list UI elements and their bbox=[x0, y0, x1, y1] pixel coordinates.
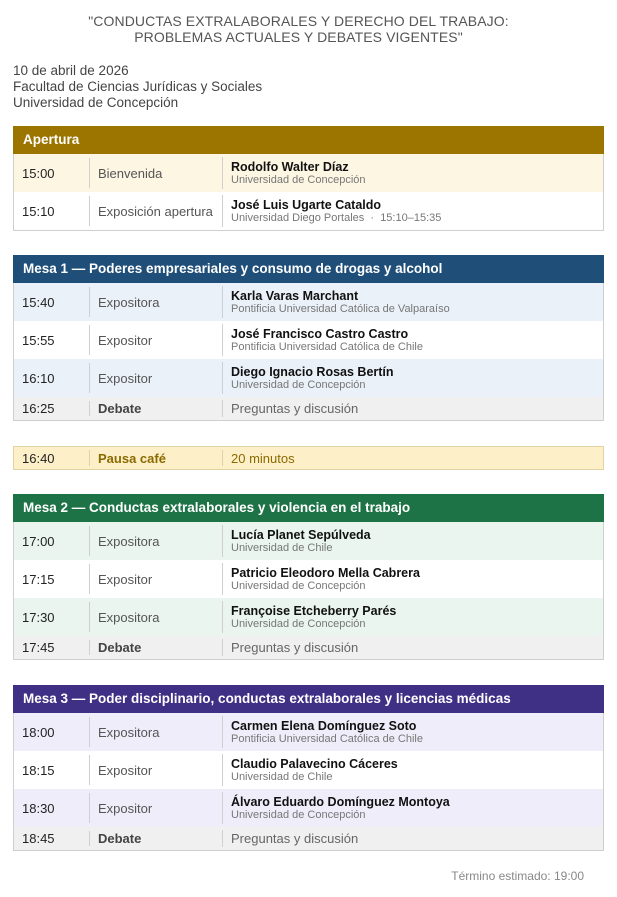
row-time: 17:15 bbox=[22, 571, 55, 587]
row-speaker bbox=[222, 754, 603, 786]
row-role: Expositor bbox=[89, 793, 222, 823]
schedule-row bbox=[14, 283, 603, 321]
row-time: 18:15 bbox=[22, 762, 55, 778]
row-role: Expositora bbox=[89, 526, 222, 556]
section-header: Mesa 1 — Poderes empresariales y consumo de drogas y alcohol bbox=[13, 255, 604, 283]
section-mesa-3 bbox=[13, 685, 604, 851]
row-time: 18:45 bbox=[22, 831, 55, 846]
schedule-row bbox=[14, 713, 603, 751]
row-duration: 20 minutos bbox=[222, 450, 603, 466]
section-rows bbox=[13, 154, 604, 231]
section-mesa-2 bbox=[13, 494, 604, 660]
schedule-row bbox=[14, 751, 603, 789]
row-speaker bbox=[222, 157, 603, 189]
title-line-2: PROBLEMAS ACTUALES Y DEBATES VIGENTES" bbox=[134, 29, 463, 45]
schedule-row bbox=[14, 321, 603, 359]
row-time: 17:45 bbox=[22, 640, 55, 655]
speaker-name: Claudio Palavecino Cáceres bbox=[231, 756, 398, 771]
row-speaker bbox=[222, 601, 603, 633]
time-range: 15:10–15:35 bbox=[380, 211, 442, 224]
row-time: 18:00 bbox=[22, 724, 55, 740]
row-role: Exposición apertura bbox=[89, 196, 222, 226]
row-time: 17:30 bbox=[22, 609, 55, 625]
row-role: Expositora bbox=[89, 717, 222, 747]
row-text: Preguntas y discusión bbox=[222, 639, 603, 656]
speaker-name: José Francisco Castro Castro bbox=[231, 326, 409, 341]
estimated-end-time: Término estimado: 19:00 bbox=[451, 869, 584, 883]
schedule-row bbox=[14, 192, 603, 230]
row-speaker bbox=[222, 525, 603, 557]
speaker-name: Karla Varas Marchant bbox=[231, 288, 359, 303]
event-meta bbox=[13, 63, 262, 111]
schedule-row bbox=[14, 154, 603, 192]
speaker-institution: Universidad de Concepción bbox=[231, 808, 366, 821]
row-time: 15:55 bbox=[22, 332, 55, 348]
row-speaker bbox=[222, 716, 603, 748]
speaker-institution: Universidad de Chile bbox=[231, 770, 333, 783]
row-role: Pausa café bbox=[89, 450, 222, 466]
speaker-institution: Universidad de Concepción bbox=[231, 579, 366, 592]
speaker-name: Diego Ignacio Rosas Bertín bbox=[231, 364, 394, 379]
row-speaker bbox=[222, 362, 603, 394]
speaker-institution: Universidad de Chile bbox=[231, 541, 333, 554]
speaker-institution: Universidad de Concepción bbox=[231, 378, 366, 391]
debate-row bbox=[14, 827, 603, 850]
row-role: Debate bbox=[89, 640, 222, 655]
row-time: 17:00 bbox=[22, 533, 55, 549]
speaker-name: Álvaro Eduardo Domínguez Montoya bbox=[231, 794, 450, 809]
debate-row bbox=[14, 636, 603, 659]
row-speaker bbox=[222, 324, 603, 356]
row-time: 15:10 bbox=[22, 203, 55, 219]
row-time: 15:00 bbox=[22, 165, 55, 181]
section-apertura bbox=[13, 126, 604, 231]
row-time: 16:10 bbox=[22, 370, 55, 386]
schedule-row bbox=[14, 560, 603, 598]
row-time: 16:40 bbox=[22, 450, 55, 466]
program-title bbox=[0, 13, 597, 45]
speaker-name: Patricio Eleodoro Mella Cabrera bbox=[231, 565, 420, 580]
schedule-row bbox=[14, 522, 603, 560]
event-university: Universidad de Concepción bbox=[13, 95, 179, 110]
event-faculty: Facultad de Ciencias Jurídicas y Sociales bbox=[13, 79, 263, 94]
schedule-row bbox=[14, 789, 603, 827]
row-role: Debate bbox=[89, 831, 222, 846]
speaker-institution bbox=[231, 212, 603, 225]
schedule-row bbox=[14, 598, 603, 636]
speaker-name: Françoise Etcheberry Parés bbox=[231, 603, 397, 618]
speaker-name: José Luis Ugarte Cataldo bbox=[231, 197, 382, 212]
speaker-institution: Pontificia Universidad Católica de Valparaíso bbox=[231, 302, 450, 315]
row-role: Expositor bbox=[89, 564, 222, 594]
row-role: Debate bbox=[89, 401, 222, 416]
row-time: 16:25 bbox=[22, 401, 55, 416]
event-date: 10 de abril de 2026 bbox=[13, 63, 129, 78]
speaker-institution: Universidad de Concepción bbox=[231, 617, 366, 630]
row-role: Expositora bbox=[89, 602, 222, 632]
section-header: Mesa 3 — Poder disciplinario, conductas extralaborales y licencias médicas bbox=[13, 685, 604, 713]
row-role: Bienvenida bbox=[89, 158, 222, 188]
institution-name: Universidad Diego Portales bbox=[231, 211, 365, 224]
row-speaker bbox=[222, 195, 603, 227]
section-header: Mesa 2 — Conductas extralaborales y violencia en el trabajo bbox=[13, 494, 604, 522]
speaker-name: Carmen Elena Domínguez Soto bbox=[231, 718, 417, 733]
row-speaker bbox=[222, 563, 603, 595]
row-role: Expositor bbox=[89, 363, 222, 393]
schedule-row bbox=[14, 359, 603, 397]
section-rows bbox=[13, 522, 604, 660]
row-role: Expositor bbox=[89, 755, 222, 785]
row-role: Expositor bbox=[89, 325, 222, 355]
row-time: 15:40 bbox=[22, 294, 55, 310]
row-time: 18:30 bbox=[22, 800, 55, 816]
speaker-name: Lucía Planet Sepúlveda bbox=[231, 527, 371, 542]
row-speaker bbox=[222, 792, 603, 824]
section-rows bbox=[13, 283, 604, 421]
row-text: Preguntas y discusión bbox=[222, 400, 603, 417]
separator-dot: · bbox=[364, 211, 381, 224]
speaker-name: Rodolfo Walter Díaz bbox=[231, 159, 349, 174]
row-speaker bbox=[222, 286, 603, 318]
speaker-institution: Pontificia Universidad Católica de Chile bbox=[231, 732, 423, 745]
row-role: Expositora bbox=[89, 287, 222, 317]
section-mesa-1 bbox=[13, 255, 604, 421]
coffee-break-row bbox=[13, 446, 604, 470]
speaker-institution: Pontificia Universidad Católica de Chile bbox=[231, 340, 423, 353]
title-line-1: "CONDUCTAS EXTRALABORALES Y DERECHO DEL TRABAJO: bbox=[88, 13, 509, 29]
section-header: Apertura bbox=[13, 126, 604, 154]
section-rows bbox=[13, 713, 604, 851]
debate-row bbox=[14, 397, 603, 420]
row-text: Preguntas y discusión bbox=[222, 830, 603, 847]
speaker-institution: Universidad de Concepción bbox=[231, 173, 366, 186]
